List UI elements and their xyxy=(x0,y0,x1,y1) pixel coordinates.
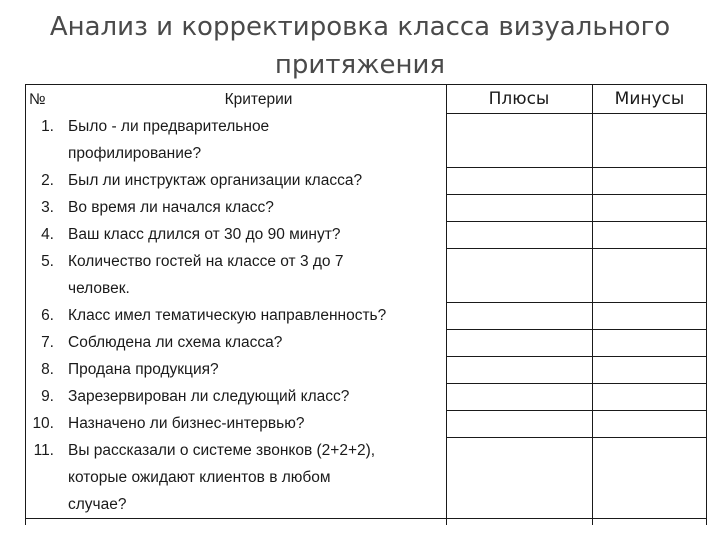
criterion-text: Вы рассказали о системе звонков (2+2+2), xyxy=(68,442,376,459)
criterion-text: Класс имел тематическую направленность? xyxy=(68,307,387,324)
criterion-text: Зарезервирован ли следующий класс? xyxy=(68,388,350,405)
row-number: 2. xyxy=(41,172,54,189)
table-row-border xyxy=(25,84,707,85)
table-column-border xyxy=(592,84,593,525)
criterion-text: случае? xyxy=(68,496,127,513)
criterion-text: Был ли инструктаж организации класса? xyxy=(68,172,363,189)
header-criteria: Критерии xyxy=(224,91,293,108)
row-number: 1. xyxy=(41,118,54,135)
row-number: 7. xyxy=(41,334,54,351)
page-title: Анализ и корректировка класса визуального притяжения xyxy=(49,12,671,80)
table-row-border xyxy=(446,383,707,384)
criterion-text: Назначено ли бизнес-интервью? xyxy=(68,415,305,432)
table-column-border xyxy=(446,84,447,525)
table-row-border xyxy=(446,410,707,411)
table-row-border xyxy=(446,194,707,195)
criterion-text: Продана продукция? xyxy=(68,361,219,378)
row-number: 6. xyxy=(41,307,54,324)
criterion-text: Ваш класс длился от 30 до 90 минут? xyxy=(68,226,341,243)
table-row-border xyxy=(446,113,707,114)
row-number: 5. xyxy=(41,253,54,270)
table-row-border xyxy=(446,221,707,222)
criterion-text: Было - ли предварительное xyxy=(68,118,270,135)
table-row-border xyxy=(446,437,707,438)
table-row-border xyxy=(446,167,707,168)
criterion-text: Количество гостей на классе от 3 до 7 xyxy=(68,253,344,270)
criterion-text: Соблюдена ли схема класса? xyxy=(68,334,283,351)
row-number: 9. xyxy=(41,388,54,405)
table-row-border xyxy=(25,518,707,519)
row-number: 8. xyxy=(41,361,54,378)
header-number: № xyxy=(29,91,46,108)
table-column-border xyxy=(25,84,26,525)
table-row-border xyxy=(446,329,707,330)
table-row-border xyxy=(446,356,707,357)
table-row-border xyxy=(446,248,707,249)
criterion-text: человек. xyxy=(68,280,130,297)
table-column-border xyxy=(706,84,707,525)
header-pros: Плюсы xyxy=(488,89,550,109)
criterion-text: профилирование? xyxy=(68,145,202,162)
header-cons: Минусы xyxy=(614,89,685,109)
row-number: 11. xyxy=(33,442,54,459)
row-number: 4. xyxy=(41,226,54,243)
criterion-text: Во время ли начался класс? xyxy=(68,199,274,216)
row-number: 10. xyxy=(32,415,54,432)
criteria-table xyxy=(25,84,707,525)
criterion-text: которые ожидают клиентов в любом xyxy=(68,469,331,486)
table-row-border xyxy=(446,302,707,303)
row-number: 3. xyxy=(41,199,54,216)
